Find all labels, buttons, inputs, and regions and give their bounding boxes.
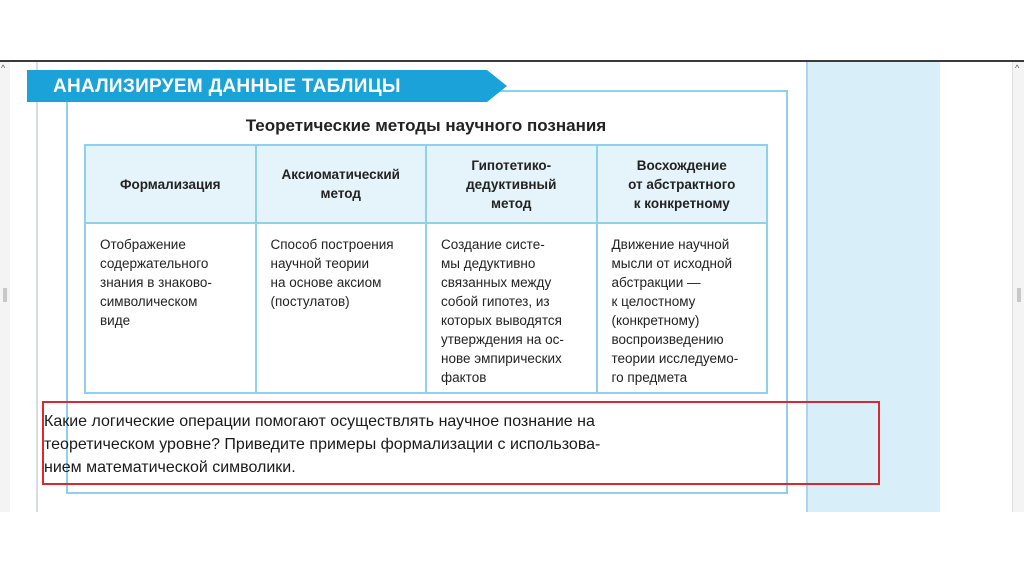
table-cell: Отображение содержательного знания в знаково- символическом виде	[85, 223, 256, 393]
right-scroll-thumb[interactable]	[1017, 288, 1021, 302]
left-scroll-thumb[interactable]	[3, 288, 7, 302]
question-line: Какие логические операции помогают осуществлять научное познание на	[44, 413, 595, 430]
scroll-up-arrow-icon[interactable]: ^	[1, 63, 6, 73]
header-cell: Формализация	[85, 145, 256, 223]
table-cell: Способ построения научной теории на основе аксиом (постулатов)	[256, 223, 427, 393]
left-scrollbar[interactable]	[0, 62, 10, 512]
table-cell: Движение научной мысли от исходной абстракции — к целостному (конкретному) воспроизведению теории исследуемо- го предмета	[597, 223, 768, 393]
header-cell: Гипотетико- дедуктивный метод	[426, 145, 597, 223]
table-title: Теоретические методы научного познания	[245, 116, 607, 135]
header-cell: Восхождение от абстрактного к конкретному	[597, 145, 768, 223]
table-cell: Создание систе- мы дедуктивно связанных между собой гипотез, из которых выводятся утверждения на ос- нове эмпирических фактов	[426, 223, 597, 393]
table-row	[85, 223, 767, 393]
scroll-up-arrow-icon[interactable]: ^	[1015, 63, 1020, 73]
table-header-row	[85, 145, 767, 223]
page-left-edge	[36, 62, 38, 512]
bottom-blank-area	[0, 512, 1024, 574]
section-banner-title: АНАЛИЗИРУЕМ ДАННЫЕ ТАБЛИЦЫ	[53, 76, 401, 97]
question-line: теоретическом уровне? Приведите примеры формализации с использова-	[44, 436, 601, 453]
methods-table	[84, 144, 768, 394]
header-cell: Аксиоматический метод	[256, 145, 427, 223]
question-line: нием математической символики.	[44, 459, 296, 476]
section-banner	[27, 70, 487, 102]
right-scrollbar[interactable]	[1012, 62, 1024, 512]
